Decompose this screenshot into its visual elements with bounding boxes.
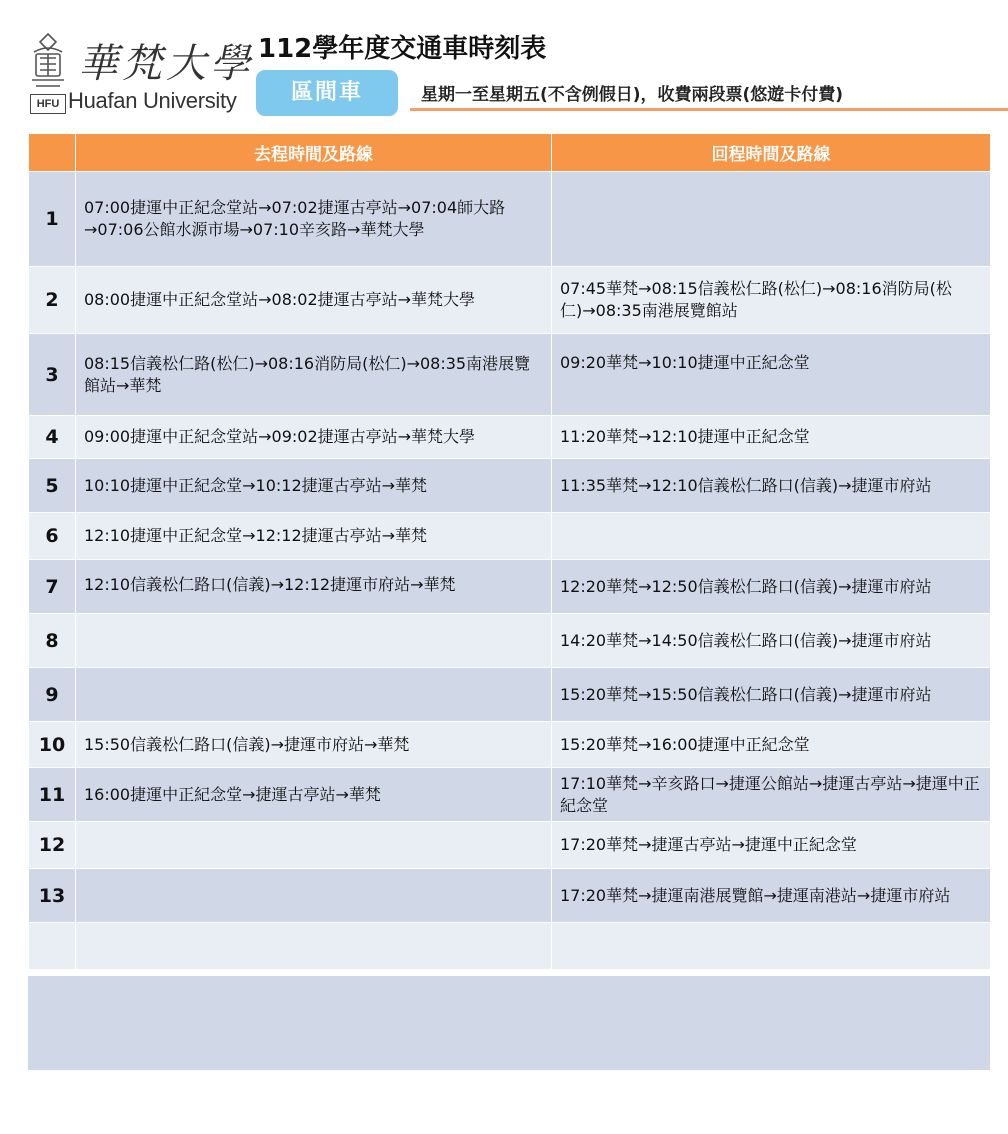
table-row [29, 416, 991, 459]
return-route: 07:45華梵→08:15信義松仁路(松仁)→08:16消防局(松仁)→08:35南港展覽館站 [552, 267, 991, 334]
outbound-route [76, 668, 552, 722]
outbound-route [76, 822, 552, 869]
column-header-outbound: 去程時間及路線 [76, 134, 552, 172]
column-header-return: 回程時間及路線 [552, 134, 991, 172]
row-number: 10 [29, 722, 76, 768]
row-number: 12 [29, 822, 76, 869]
table-footer-band [28, 976, 990, 1070]
table-row [29, 459, 991, 513]
return-route: 15:20華梵→16:00捷運中正紀念堂 [552, 722, 991, 768]
table-row [29, 513, 991, 560]
return-route: 11:20華梵→12:10捷運中正紀念堂 [552, 416, 991, 459]
outbound-route: 08:00捷運中正紀念堂站→08:02捷運古亭站→華梵大學 [76, 267, 552, 334]
outbound-route: 10:10捷運中正紀念堂→10:12捷運古亭站→華梵 [76, 459, 552, 513]
row-number: 4 [29, 416, 76, 459]
outbound-route: 15:50信義松仁路口(信義)→捷運市府站→華梵 [76, 722, 552, 768]
return-route: 17:20華梵→捷運古亭站→捷運中正紀念堂 [552, 822, 991, 869]
outbound-route [76, 614, 552, 668]
return-route: 17:10華梵→辛亥路口→捷運公館站→捷運古亭站→捷運中正紀念堂 [552, 768, 991, 822]
table-row [29, 334, 991, 416]
outbound-route: 09:00捷運中正紀念堂站→09:02捷運古亭站→華梵大學 [76, 416, 552, 459]
row-number [29, 923, 76, 970]
outbound-route: 08:15信義松仁路(松仁)→08:16消防局(松仁)→08:35南港展覽館站→華梵 [76, 334, 552, 416]
return-route: 12:20華梵→12:50信義松仁路口(信義)→捷運市府站 [552, 560, 991, 614]
schedule-subtitle: 星期一至星期五(不含例假日)，收費兩段票(悠遊卡付費) [421, 85, 844, 105]
subtitle-underline [410, 108, 1008, 111]
outbound-route: 07:00捷運中正紀念堂站→07:02捷運古亭站→07:04師大路→07:06公館水源市場→07:10辛亥路→華梵大學 [76, 172, 552, 267]
university-logo [26, 30, 254, 116]
table-row [29, 614, 991, 668]
route-type-badge: 區間車 [256, 70, 398, 116]
table-row [29, 869, 991, 923]
table-header-row [29, 134, 991, 172]
table-row [29, 267, 991, 334]
logo-chinese-name: 華梵大學 [78, 41, 254, 87]
table-row [29, 722, 991, 768]
row-number: 5 [29, 459, 76, 513]
row-number: 8 [29, 614, 76, 668]
table-row [29, 923, 991, 970]
emblem-icon [26, 30, 70, 92]
return-route: 11:35華梵→12:10信義松仁路口(信義)→捷運市府站 [552, 459, 991, 513]
outbound-route: 16:00捷運中正紀念堂→捷運古亭站→華梵 [76, 768, 552, 822]
return-route: 17:20華梵→捷運南港展覽館→捷運南港站→捷運市府站 [552, 869, 991, 923]
return-route [552, 923, 991, 970]
row-number: 7 [29, 560, 76, 614]
logo-english-name: Huafan University [68, 88, 237, 113]
row-number: 13 [29, 869, 76, 923]
table-row [29, 822, 991, 869]
row-number: 2 [29, 267, 76, 334]
table-row [29, 768, 991, 822]
row-number: 9 [29, 668, 76, 722]
logo-abbreviation: HFU [30, 94, 66, 114]
return-route [552, 172, 991, 267]
return-route: 14:20華梵→14:50信義松仁路口(信義)→捷運市府站 [552, 614, 991, 668]
schedule-table [28, 133, 991, 970]
outbound-route [76, 869, 552, 923]
page-title: 112學年度交通車時刻表 [258, 34, 547, 64]
table-row [29, 560, 991, 614]
outbound-route [76, 923, 552, 970]
return-route: 15:20華梵→15:50信義松仁路口(信義)→捷運市府站 [552, 668, 991, 722]
outbound-route: 12:10信義松仁路口(信義)→12:12捷運市府站→華梵 [76, 560, 552, 614]
row-number: 3 [29, 334, 76, 416]
table-row [29, 668, 991, 722]
column-header-number [29, 134, 76, 172]
return-route [552, 513, 991, 560]
row-number: 11 [29, 768, 76, 822]
table-row [29, 172, 991, 267]
row-number: 6 [29, 513, 76, 560]
return-route: 09:20華梵→10:10捷運中正紀念堂 [552, 334, 991, 416]
outbound-route: 12:10捷運中正紀念堂→12:12捷運古亭站→華梵 [76, 513, 552, 560]
row-number: 1 [29, 172, 76, 267]
